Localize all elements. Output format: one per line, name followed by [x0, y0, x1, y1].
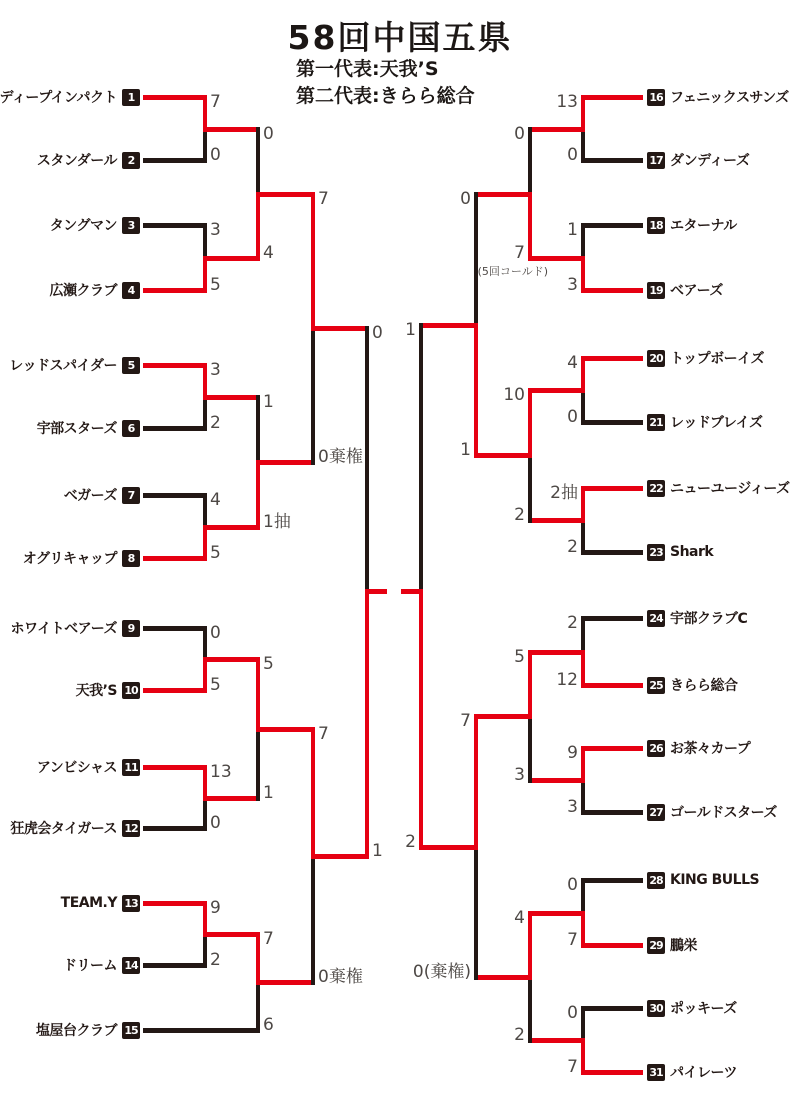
team-name: 宇部スターズ: [36, 421, 117, 437]
team-name: アンビシャス: [36, 760, 117, 776]
bracket-line: [474, 323, 478, 458]
seed-badge: 2: [122, 152, 140, 169]
seed-badge: 28: [647, 872, 665, 889]
match-score: 4: [210, 490, 221, 510]
team-entry: [647, 997, 737, 1019]
match-score: 3: [514, 765, 525, 785]
team-name: ベガーズ: [63, 488, 117, 504]
seed-badge: 8: [122, 550, 140, 567]
bracket-line: [258, 460, 313, 465]
bracket-line: [143, 963, 205, 968]
match-score: 0: [514, 124, 525, 144]
bracket-line: [528, 127, 532, 197]
bracket-line: [143, 626, 205, 631]
bracket-line: [143, 288, 205, 293]
bracket-line: [203, 256, 207, 293]
team-entry: [50, 214, 140, 236]
seed-badge: 13: [122, 895, 140, 912]
match-score: 7: [567, 930, 578, 950]
bracket-line: [143, 493, 205, 498]
bracket-line: [581, 256, 585, 293]
bracket-line: [205, 525, 258, 530]
team-entry: [37, 149, 140, 171]
bracket-line: [205, 657, 258, 662]
team-name: 鵬栄: [670, 938, 697, 954]
bracket-line: [583, 288, 643, 293]
bracket-line: [583, 95, 643, 100]
seed-badge: 27: [647, 804, 665, 821]
team-name: エターナル: [670, 218, 737, 234]
bracket-line: [421, 845, 476, 850]
match-score: 2: [210, 950, 221, 970]
seed-badge: 30: [647, 1000, 665, 1017]
match-score: 5: [263, 654, 274, 674]
team-name: トップボーイズ: [670, 351, 764, 367]
match-score: 1: [263, 392, 274, 412]
match-score: 4: [514, 908, 525, 928]
team-name: KING BULLS: [670, 872, 760, 888]
team-name: お茶々カープ: [670, 741, 751, 757]
team-name: タングマン: [49, 218, 117, 234]
bracket-line: [143, 223, 205, 228]
bracket-line: [528, 388, 532, 458]
bracket-line: [583, 1006, 643, 1011]
seed-badge: 25: [647, 677, 665, 694]
match-score: 3: [210, 220, 221, 240]
team-entry: [647, 674, 738, 696]
seed-badge: 26: [647, 740, 665, 757]
match-score: 4: [567, 353, 578, 373]
bracket-line: [583, 223, 643, 228]
team-name: 宇部クラブC: [670, 611, 748, 627]
bracket-line: [313, 854, 367, 859]
match-score: 1: [372, 841, 383, 861]
team-entry: [50, 279, 141, 301]
seed-badge: 10: [122, 682, 140, 699]
seed-badge: 19: [647, 282, 665, 299]
match-score: 2: [514, 1025, 525, 1045]
match-score: 7: [514, 243, 525, 263]
bracket-line: [530, 1038, 583, 1043]
bracket-line: [365, 589, 369, 859]
match-score: 3: [210, 360, 221, 380]
seed-badge: 9: [122, 620, 140, 637]
bracket-line: [581, 518, 585, 555]
bracket-line: [581, 1038, 585, 1075]
team-entry: [9, 354, 140, 376]
match-score: 1: [567, 220, 578, 240]
match-score: 0棄権: [318, 967, 363, 987]
bracket-line: [581, 388, 585, 425]
seed-badge: 4: [122, 282, 140, 299]
bracket-line: [256, 932, 260, 985]
bracket-line: [205, 127, 258, 132]
match-score: 0棄権: [318, 447, 363, 467]
bracket-line: [528, 975, 532, 1043]
bracket-line: [311, 727, 315, 859]
match-score: 0: [567, 1003, 578, 1023]
seed-badge: 3: [122, 217, 140, 234]
team-entry: [37, 756, 140, 778]
bracket-line: [367, 589, 387, 594]
second-representative-label: 第二代表:きらら総合: [296, 85, 475, 107]
bracket-line: [530, 388, 583, 393]
team-entry: [37, 417, 140, 439]
match-score: 0: [372, 323, 383, 343]
match-note: (5回コールド): [477, 265, 548, 278]
bracket-line: [311, 192, 315, 331]
team-name: ホワイトベアーズ: [10, 621, 117, 637]
team-name: ベアーズ: [670, 283, 723, 299]
team-name: レッドブレイズ: [670, 415, 763, 431]
team-name: 狂虎会タイガース: [10, 821, 117, 837]
bracket-line: [583, 420, 643, 425]
team-name: 塩屋台クラブ: [36, 1023, 117, 1039]
match-score: 2: [405, 832, 416, 852]
seed-badge: 23: [647, 544, 665, 561]
bracket-line: [143, 1028, 258, 1033]
match-score: 3: [567, 275, 578, 295]
seed-badge: 29: [647, 937, 665, 954]
team-entry: [61, 892, 140, 914]
bracket-line: [528, 714, 532, 783]
seed-badge: 6: [122, 420, 140, 437]
team-name: TEAM.Y: [60, 895, 117, 911]
match-score: 1抽: [263, 512, 291, 532]
bracket-line: [530, 650, 583, 655]
bracket-line: [205, 395, 258, 400]
bracket-line: [474, 714, 478, 850]
bracket-line: [583, 943, 643, 948]
match-score: 5: [210, 675, 221, 695]
seed-badge: 17: [647, 152, 665, 169]
seed-badge: 7: [122, 487, 140, 504]
team-entry: [647, 541, 713, 563]
match-score: 9: [210, 898, 221, 918]
team-name: オグリキャップ: [22, 551, 117, 567]
bracket-line: [256, 127, 260, 197]
bracket-line: [530, 778, 583, 783]
match-score: 13: [210, 762, 232, 782]
team-entry: [23, 547, 140, 569]
team-name: ニューユージィーズ: [670, 481, 790, 497]
seed-badge: 11: [122, 759, 140, 776]
bracket-line: [530, 256, 583, 261]
match-score: 3: [567, 797, 578, 817]
seed-badge: 14: [122, 957, 140, 974]
bracket-line: [311, 326, 315, 465]
bracket-line: [143, 688, 205, 693]
bracket-line: [528, 911, 532, 980]
bracket-line: [203, 127, 207, 163]
team-entry: [647, 214, 737, 236]
seed-badge: 18: [647, 217, 665, 234]
bracket-line: [476, 453, 530, 458]
team-entry: [647, 279, 723, 301]
team-name: ドリーム: [63, 958, 117, 974]
match-score: 0: [210, 145, 221, 165]
bracket-line: [583, 878, 643, 883]
match-score: 0: [567, 145, 578, 165]
bracket-line: [256, 657, 260, 732]
match-score: 0: [460, 189, 471, 209]
bracket-line: [419, 589, 423, 850]
team-entry: [647, 801, 777, 823]
team-name: スタンダール: [36, 153, 117, 169]
bracket-line: [203, 932, 207, 968]
seed-badge: 1: [122, 89, 140, 106]
seed-badge: 12: [122, 820, 140, 837]
bracket-line: [143, 901, 205, 906]
seed-badge: 21: [647, 414, 665, 431]
match-score: 1: [405, 320, 416, 340]
bracket-line: [203, 796, 207, 831]
match-score: 1: [460, 440, 471, 460]
seed-badge: 22: [647, 480, 665, 497]
bracket-line: [583, 746, 643, 751]
match-score: 10: [503, 385, 525, 405]
bracket-line: [313, 326, 367, 331]
bracket-line: [311, 854, 315, 985]
bracket-line: [205, 932, 258, 937]
bracket-line: [256, 192, 260, 261]
seed-badge: 15: [122, 1022, 140, 1039]
bracket-line: [421, 323, 476, 328]
bracket-line: [583, 683, 643, 688]
team-name: Shark: [670, 544, 714, 560]
bracket-line: [203, 657, 207, 693]
bracket-line: [203, 525, 207, 561]
bracket-line: [256, 727, 260, 801]
match-score: 0: [210, 623, 221, 643]
team-entry: [64, 484, 140, 506]
bracket-line: [143, 826, 205, 831]
seed-badge: 31: [647, 1064, 665, 1081]
team-name: きらら総合: [670, 678, 738, 694]
team-name: ディープインパクト: [0, 90, 117, 106]
bracket-line: [256, 395, 260, 465]
team-name: ポッキーズ: [670, 1001, 737, 1017]
match-score: 0: [263, 124, 274, 144]
team-entry: [647, 869, 759, 891]
bracket-line: [583, 1070, 643, 1075]
team-entry: [10, 817, 140, 839]
bracket-line: [143, 556, 205, 561]
bracket-line: [528, 453, 532, 523]
bracket-line: [530, 518, 583, 523]
match-score: 7: [210, 92, 221, 112]
match-score: 4: [263, 243, 274, 263]
bracket-line: [581, 650, 585, 688]
bracket-line: [581, 778, 585, 815]
team-entry: [647, 477, 790, 499]
match-score: 5: [210, 275, 221, 295]
match-score: 7: [567, 1057, 578, 1077]
match-score: 7: [318, 189, 329, 209]
bracket-line: [365, 326, 369, 594]
match-score: 2: [210, 413, 221, 433]
match-score: 12: [556, 670, 578, 690]
bracket-line: [474, 845, 478, 980]
bracket-line: [143, 765, 205, 770]
bracket-line: [528, 650, 532, 719]
seed-badge: 16: [647, 89, 665, 106]
bracket-line: [258, 727, 313, 732]
team-entry: [647, 1061, 737, 1083]
match-score: 2抽: [550, 483, 578, 503]
bracket-line: [143, 426, 205, 431]
bracket-line: [581, 127, 585, 163]
team-entry: [0, 86, 140, 108]
bracket-line: [474, 192, 478, 328]
bracket-line: [583, 550, 643, 555]
team-entry: [63, 954, 140, 976]
team-entry: [647, 411, 763, 433]
match-score: 9: [567, 743, 578, 763]
team-entry: [36, 1019, 140, 1041]
match-score: 2: [567, 613, 578, 633]
match-score: 1: [263, 783, 274, 803]
match-score: 2: [514, 505, 525, 525]
team-name: フェニックスサンズ: [670, 90, 789, 106]
team-entry: [647, 737, 750, 759]
bracket-line: [401, 589, 421, 594]
bracket-line: [143, 158, 205, 163]
match-score: 0: [567, 407, 578, 427]
team-entry: [647, 347, 764, 369]
bracket-line: [530, 911, 583, 916]
team-entry: [647, 86, 789, 108]
team-entry: [647, 934, 697, 956]
bracket-line: [530, 127, 583, 132]
match-score: 7: [318, 724, 329, 744]
bracket-line: [143, 95, 205, 100]
bracket-line: [581, 911, 585, 948]
bracket-line: [583, 616, 643, 621]
bracket-line: [258, 980, 313, 985]
match-score: 5: [210, 543, 221, 563]
bracket-line: [258, 192, 313, 197]
bracket-line: [203, 395, 207, 431]
bracket-line: [476, 714, 530, 719]
team-entry: [11, 617, 140, 639]
bracket-line: [476, 975, 530, 980]
bracket-line: [419, 323, 423, 594]
match-score: 13: [556, 92, 578, 112]
bracket-line: [143, 363, 205, 368]
match-score: 5: [514, 647, 525, 667]
match-score: 7: [263, 929, 274, 949]
bracket-line: [583, 356, 643, 361]
seed-badge: 24: [647, 610, 665, 627]
bracket-line: [205, 256, 258, 261]
bracket-line: [476, 192, 530, 197]
match-score: 2: [567, 537, 578, 557]
team-entry: [647, 607, 747, 629]
seed-badge: 20: [647, 350, 665, 367]
bracket-line: [583, 158, 643, 163]
bracket-line: [583, 486, 643, 491]
bracket-line: [205, 796, 258, 801]
bracket-line: [528, 192, 532, 261]
bracket-line: [256, 460, 260, 530]
team-name: レッドスパイダー: [9, 358, 117, 374]
team-entry: [647, 149, 749, 171]
bracket-line: [256, 980, 260, 1033]
team-name: パイレーツ: [670, 1065, 737, 1081]
team-name: 広瀬クラブ: [49, 283, 117, 299]
match-score: 7: [460, 711, 471, 731]
match-score: 0(棄権): [412, 962, 471, 982]
match-score: 0: [210, 813, 221, 833]
first-representative-label: 第一代表:天我’S: [296, 58, 439, 80]
team-name: 天我’S: [75, 683, 117, 699]
page-title: 58回中国五県: [287, 18, 513, 57]
team-name: ゴールドスターズ: [670, 805, 777, 821]
match-score: 6: [263, 1015, 274, 1035]
bracket-line: [583, 810, 643, 815]
seed-badge: 5: [122, 357, 140, 374]
team-name: ダンディーズ: [670, 153, 750, 169]
match-score: 0: [567, 875, 578, 895]
team-entry: [76, 679, 140, 701]
